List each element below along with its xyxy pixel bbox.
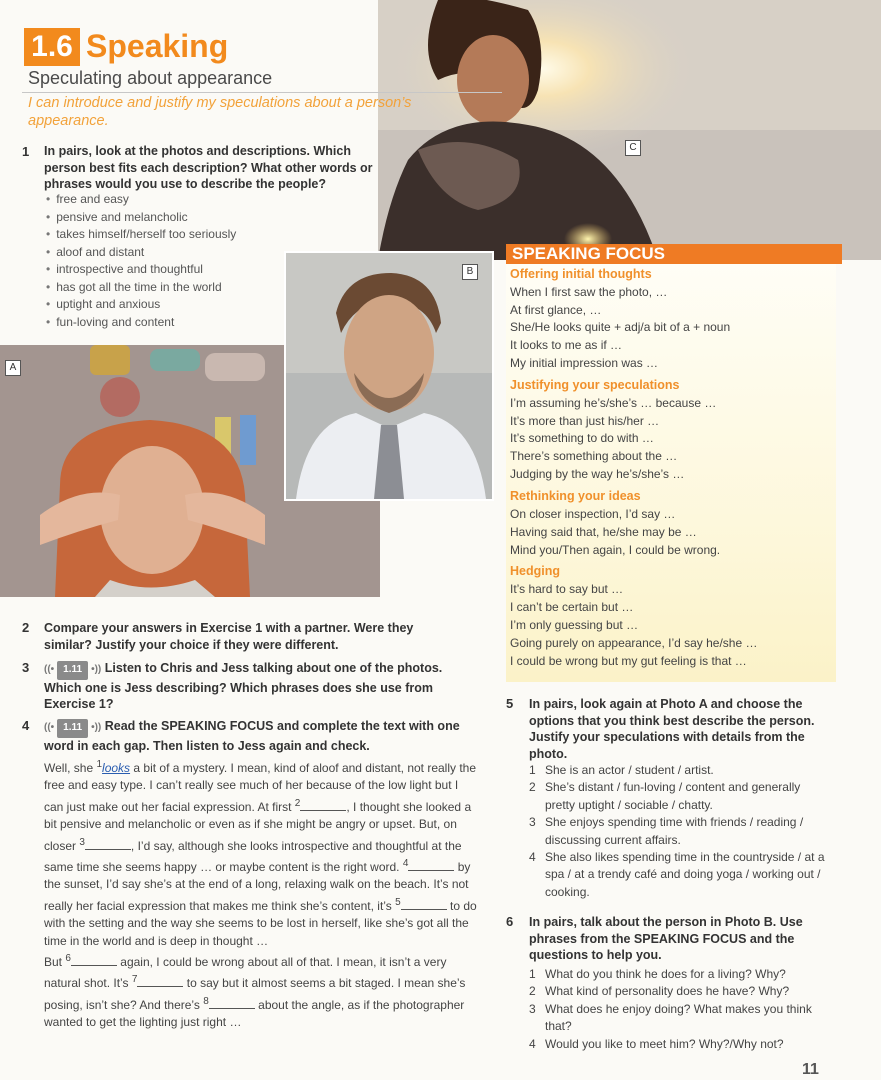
- text-segment: a bit of a mystery. I mean, kind of aloof and distant, not really the free and easy type. I can’t really see much of her because of the low light but I can just make out her facial expression. At first: [44, 761, 477, 814]
- text-segment: , I thought she looked a bit pensive and melancholic or even as if she might be angry or upset. But, on closer: [44, 799, 472, 853]
- list-item: • uptight and anxious: [46, 296, 236, 314]
- audio-icon: •)): [91, 722, 102, 733]
- item-text: She’s distant / fun-loving / content and generally pretty uptight / sociable / chatty.: [545, 780, 801, 812]
- gap-blank[interactable]: [300, 798, 346, 811]
- focus-line: I can’t be certain but …: [510, 600, 634, 614]
- unit-number: 1.6: [24, 28, 80, 66]
- item-number: 1: [529, 967, 536, 981]
- handwritten-answer: looks: [102, 761, 131, 775]
- text-segment: by the sunset, I’d say she’s at the end of a long, relaxing walk on the beach. It’s not really her facial expression that makes me think she’s content, it’s: [44, 860, 471, 913]
- gap-number: 5: [395, 896, 401, 908]
- ex5-instructions: In pairs, look again at Photo A and choose the options that you think best describe the person. Justify your speculations with details from the photo.: [529, 697, 815, 761]
- audio-icon: ((•: [44, 664, 55, 675]
- focus-line: When I first saw the photo, …: [510, 285, 668, 299]
- list-item: • free and easy: [46, 191, 236, 209]
- item-text: She enjoys spending time with friends / reading / discussing current affairs.: [545, 815, 804, 847]
- text-segment: But: [44, 955, 63, 970]
- speaking-focus-title: SPEAKING FOCUS: [506, 244, 842, 264]
- gap-number: 2: [294, 797, 301, 809]
- audio-track-button[interactable]: 1.11: [57, 661, 88, 680]
- focus-line: Having said that, he/she may be …: [510, 525, 697, 539]
- list-item: [529, 849, 829, 901]
- ex5-list: [529, 762, 829, 901]
- photo-b: [284, 251, 494, 501]
- list-item: • has got all the time in the world: [46, 279, 236, 297]
- gap-number: 7: [131, 974, 138, 986]
- item-text: She also likes spending time in the countryside / at a spa / at a trendy café and doing yoga / working out / cooking.: [545, 850, 825, 899]
- ex2-instructions: Compare your answers in Exercise 1 with a partner. Were they similar? Justify your choice if they were different.: [44, 621, 414, 652]
- item-number: 4: [529, 850, 536, 865]
- focus-heading: Hedging: [510, 564, 560, 578]
- list-item: • fun-loving and content: [46, 314, 236, 332]
- text-segment: to say but it almost seems a bit staged. I mean she’s posing, isn’t she? And there’s: [44, 976, 466, 1012]
- list-item: [529, 1001, 834, 1036]
- item-text: She is an actor / student / artist.: [545, 763, 714, 777]
- item-number: 3: [529, 1001, 536, 1016]
- list-item: • introspective and thoughtful: [46, 261, 236, 279]
- focus-line: Mind you/Then again, I could be wrong.: [510, 543, 721, 557]
- gap-number: 1: [96, 759, 103, 770]
- ex4-text: Read the SPEAKING FOCUS and complete the text with one word in each gap. Then listen to Jess again and check.: [44, 719, 460, 753]
- ex1-number: 1: [22, 144, 30, 159]
- ex6-instructions: In pairs, talk about the person in Photo B. Use phrases from the SPEAKING FOCUS and the questions to help you.: [529, 915, 803, 962]
- gap-blank[interactable]: [401, 897, 447, 910]
- focus-line: It’s hard to say but …: [510, 582, 624, 596]
- text-segment: to do with the setting and the way she seems to be lost in herself, like she’s got all the time in the world and is deep in thought …: [44, 898, 477, 948]
- list-item: [529, 762, 829, 779]
- photo-a-label: A: [5, 360, 21, 376]
- focus-line: My initial impression was …: [510, 356, 659, 370]
- ex4-number: 4: [22, 718, 30, 733]
- item-text: What does he enjoy doing? What makes you think that?: [545, 1001, 812, 1034]
- focus-heading: Rethinking your ideas: [510, 489, 641, 503]
- text-segment: Well, she: [44, 761, 94, 775]
- gap-blank[interactable]: [408, 858, 454, 871]
- item-number: 1: [529, 763, 536, 777]
- ex3-number: 3: [22, 660, 30, 675]
- photo-c: [378, 0, 881, 260]
- list-item: • aloof and distant: [46, 244, 236, 262]
- lesson-subtitle: Speculating about appearance: [28, 68, 273, 88]
- focus-line: I could be wrong but my gut feeling is that …: [510, 654, 747, 668]
- focus-line: Judging by the way he’s/she’s …: [510, 467, 685, 481]
- list-item: [529, 966, 834, 983]
- item-number: 2: [529, 984, 536, 999]
- page-title: Speaking: [86, 28, 229, 64]
- focus-heading: Justifying your speculations: [510, 378, 680, 392]
- photo-b-image: [286, 253, 492, 499]
- ex4-gapfill-text: [44, 756, 480, 1032]
- focus-line: I’m only guessing but …: [510, 618, 639, 632]
- header-rule: [22, 92, 502, 93]
- focus-heading: Offering initial thoughts: [510, 267, 652, 281]
- item-text: What do you think he does for a living? Why?: [545, 967, 786, 981]
- ex2-number: 2: [22, 620, 30, 635]
- ex3-text: Listen to Chris and Jess talking about one of the photos. Which one is Jess describing? Which phrases does she use from Exercise 1?: [44, 661, 443, 711]
- ex5-number: 5: [506, 696, 514, 711]
- ex3-instructions: [44, 660, 469, 713]
- list-item: [529, 779, 829, 814]
- gap-blank[interactable]: [137, 974, 183, 987]
- item-number: 2: [529, 780, 536, 795]
- gap-blank[interactable]: [85, 837, 131, 850]
- gap-number: 3: [79, 836, 85, 848]
- ex6-number: 6: [506, 914, 514, 929]
- focus-line: She/He looks quite + adj/a bit of a + noun: [510, 320, 731, 334]
- list-item: [529, 814, 829, 849]
- focus-line: There’s something about the …: [510, 449, 678, 463]
- photo-c-image: [378, 0, 881, 260]
- text-segment: about the angle, as if the photographer wanted to get the lighting just right …: [44, 997, 465, 1030]
- ex6-list: [529, 966, 834, 1053]
- focus-line: It’s more than just his/her …: [510, 414, 660, 428]
- ex1-list: [46, 191, 236, 331]
- gap-number: 8: [203, 995, 209, 1007]
- photo-c-label: C: [625, 140, 641, 156]
- audio-icon: •)): [91, 664, 102, 675]
- item-text: Would you like to meet him? Why?/Why not?: [545, 1036, 784, 1051]
- item-number: 3: [529, 815, 536, 830]
- photo-b-label: B: [462, 264, 478, 280]
- focus-line: I’m assuming he’s/she’s … because …: [510, 396, 717, 410]
- audio-icon: ((•: [44, 722, 55, 733]
- text-segment: again, I could be wrong about all of that. I mean, it isn’t a very natural shot. It’s: [44, 955, 447, 991]
- ex1-instructions: In pairs, look at the photos and descriptions. Which person best fits each description? What other words or phrases would you use to describe the people?: [44, 144, 373, 191]
- text-segment: , I’d say, although she looks introspective and thoughtful at the same time she seems happy … or maybe content is the right word.: [44, 838, 462, 875]
- gap-number: 6: [65, 953, 71, 965]
- focus-line: On closer inspection, I’d say …: [510, 507, 676, 521]
- learning-objective: I can introduce and justify my speculations about a person’s appearance.: [28, 95, 412, 129]
- focus-line: At first glance, …: [510, 303, 602, 317]
- focus-line: It’s something to do with …: [510, 431, 654, 445]
- gap-blank[interactable]: [71, 953, 117, 966]
- gap-number: 4: [402, 858, 409, 870]
- list-item: [529, 983, 834, 1000]
- audio-track-button[interactable]: 1.11: [57, 719, 88, 738]
- list-item: • pensive and melancholic: [46, 209, 236, 227]
- ex4-instructions: [44, 718, 474, 754]
- item-text: What kind of personality does he have? Why?: [545, 984, 790, 999]
- page-number: 11: [802, 1061, 819, 1078]
- focus-line: It looks to me as if …: [510, 338, 623, 352]
- gap-blank[interactable]: [209, 996, 255, 1009]
- focus-line: Going purely on appearance, I’d say he/she …: [510, 636, 758, 650]
- item-number: 4: [529, 1036, 536, 1051]
- list-item: [529, 1036, 834, 1053]
- list-item: • takes himself/herself too seriously: [46, 226, 236, 244]
